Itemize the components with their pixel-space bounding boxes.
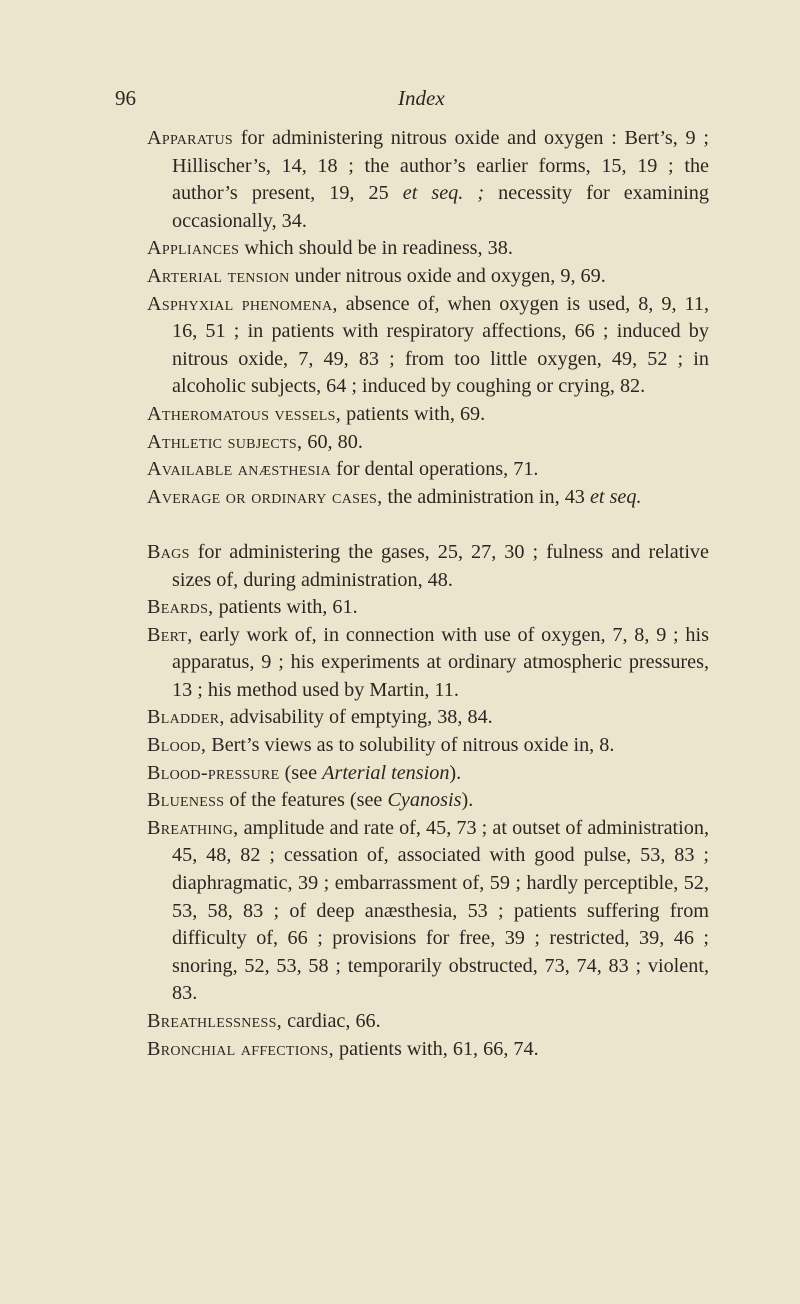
index-entry [147, 291, 709, 401]
index-entry [147, 732, 709, 760]
index-entry [147, 704, 709, 732]
page-number: 96 [115, 86, 136, 110]
entry-heading: Atheromatous vessels, [147, 402, 342, 425]
index-entry [147, 1008, 709, 1036]
entry-text: absence of, when oxygen is used, 8, 9, 11, 16, 51 ; in patients with respiratory affections, 66 ; induced by nitrous oxide, 7, 49, 83 ; from too little oxygen, 49, 52 ; in alcoholic subjects, 64 ; induced by coughing or crying, 82. [172, 292, 709, 398]
entry-italic-text: et seq. [589, 485, 642, 508]
index-entry [147, 1036, 709, 1064]
index-entries [147, 125, 709, 1063]
entry-heading: Blueness [147, 789, 225, 812]
index-entry [147, 235, 709, 263]
entry-text: which should be in readiness, 38. [239, 237, 513, 260]
entry-heading: Breathing, [147, 816, 239, 839]
entry-text: ). [449, 761, 462, 784]
index-entry [147, 539, 709, 594]
entry-text: patients with, 61. [213, 596, 358, 619]
entry-heading: Bladder, [147, 706, 225, 729]
index-entry [147, 125, 709, 235]
entry-heading: Average or ordinary cases, [147, 485, 383, 508]
entry-heading: Athletic subjects, [147, 430, 303, 453]
entry-text: Bert’s views as to solubility of nitrous oxide in, 8. [206, 734, 615, 757]
index-entry [147, 484, 709, 512]
entry-heading: Bert, [147, 623, 193, 646]
entry-text: for administering nitrous oxide and oxygen : Bert’s, 9 ; Hillischer’s, 14, 18 ; the author’s earlier forms, 15, 19 ; the author’s present, 19, 25 [172, 127, 709, 205]
entry-italic-text: Cyanosis [387, 789, 462, 812]
entry-heading: Blood-pressure [147, 761, 280, 784]
index-entry [147, 760, 709, 788]
entry-text: advisability of emptying, 38, 84. [224, 706, 493, 729]
entry-heading: Appliances [147, 237, 240, 260]
entry-text: early work of, in connection with use of oxygen, 7, 8, 9 ; his apparatus, 9 ; his experiments at ordinary atmospheric pressures, 13 ; his method used by Martin, 11. [172, 623, 709, 701]
entry-heading: Breathlessness, [147, 1010, 283, 1032]
entry-text: patients with, 61, 66, 74. [333, 1037, 539, 1060]
entry-text: cardiac, 66. [282, 1010, 381, 1032]
index-entry [147, 263, 709, 291]
entry-heading: Beards, [147, 596, 214, 619]
entry-text: for administering the gases, 25, 27, 30 ; fulness and relative sizes of, during administration, 48. [172, 540, 709, 591]
entry-text: of the features (see [224, 789, 388, 812]
entry-heading: Bronchial affections, [147, 1037, 334, 1060]
entry-heading: Asphyxial phenomena, [147, 292, 338, 315]
entry-heading: Apparatus [147, 127, 234, 149]
entry-text: (see [279, 761, 323, 784]
entry-italic-text: Arterial tension [322, 761, 450, 784]
entry-italic-text: et seq. ; [402, 182, 485, 205]
entry-text: the administration in, 43 [382, 485, 590, 508]
entry-text: 60, 80. [302, 430, 363, 453]
index-entry [147, 815, 709, 1008]
index-entry [147, 787, 709, 815]
entry-text: amplitude and rate of, 45, 73 ; at outset of administration, 45, 48, 82 ; cessation of, associated with good pulse, 53, 83 ; diaphragmatic, 39 ; embarrassment of, 59 ; hardly perceptible, 52, 53, 58, 83 ; of deep anæsthesia, 53 ; patients suffering from difficulty of, 66 ; provisions for free, 39 ; restricted, 39, 46 ; snoring, 52, 53, 58 ; temporarily obstructed, 73, 74, 83 ; violent, 83. [172, 816, 709, 1005]
entry-heading: Blood, [147, 734, 207, 757]
entry-heading: Available anæsthesia [147, 458, 332, 481]
entry-text: necessity for examining occasionally, 34. [172, 182, 709, 232]
index-entry [147, 429, 709, 457]
index-entry [147, 401, 709, 429]
entry-text: ). [461, 789, 474, 812]
entry-heading: Bags [147, 540, 190, 563]
entry-text: patients with, 69. [341, 402, 486, 425]
entry-text: under nitrous oxide and oxygen, 9, 69. [289, 264, 606, 287]
entry-heading: Arterial tension [147, 264, 290, 287]
running-title: Index [398, 86, 445, 110]
index-entry [147, 594, 709, 622]
entry-text: for dental operations, 71. [331, 458, 539, 481]
index-entry [147, 622, 709, 705]
index-entry [147, 456, 709, 484]
